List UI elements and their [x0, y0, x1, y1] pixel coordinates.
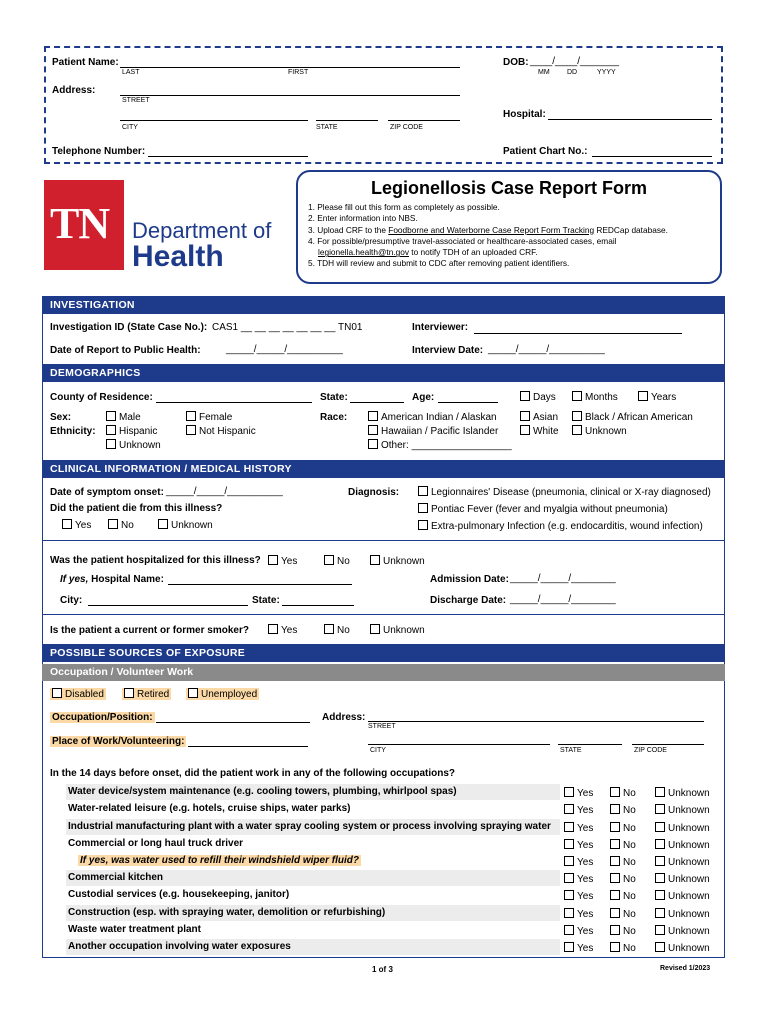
option-label: Yes: [281, 556, 298, 567]
option-label: No: [337, 556, 350, 567]
option-label: Yes: [577, 857, 594, 868]
occupation-no-option[interactable]: [610, 787, 636, 799]
if-yes-text: If yes,: [60, 574, 89, 585]
checkbox[interactable]: [655, 942, 665, 952]
instruction-5: 5. TDH will review and submit to CDC after removing patient identifiers.: [308, 258, 570, 269]
smoker-yes-option[interactable]: [268, 624, 297, 636]
option-label: Disabled: [65, 689, 104, 700]
occupation-row-label: Water-related leisure (e.g. hotels, cruise ships, water parks): [68, 803, 351, 814]
redcap-link[interactable]: Foodborne and Waterborne Case Report Form Tracking: [388, 224, 595, 235]
age-days-option[interactable]: [520, 391, 556, 403]
occupation-unknown-option[interactable]: [655, 804, 710, 816]
option-label: Unknown: [668, 909, 710, 920]
state-field-demo[interactable]: [350, 402, 404, 403]
smoker-unknown-option[interactable]: [370, 624, 425, 636]
race-label: Race:: [320, 412, 348, 423]
occupation-yes-option[interactable]: [564, 839, 593, 851]
option-label: Unknown: [668, 943, 710, 954]
state-label: State:: [320, 392, 348, 403]
option-label: Extra-pulmonary Infection (e.g. endocarditis, wound infection): [431, 521, 703, 532]
diagnosis-legionnaires-option[interactable]: [418, 486, 711, 498]
mm-caption: MM: [538, 69, 550, 76]
section-exposure: POSSIBLE SOURCES OF EXPOSURE: [42, 644, 725, 662]
checkbox[interactable]: [106, 425, 116, 435]
work-state-caption: STATE: [560, 747, 582, 754]
race-black-option[interactable]: [572, 411, 693, 423]
option-label: Pontiac Fever (fever and myalgia without pneumonia): [431, 504, 668, 515]
subsection-occupation: Occupation / Volunteer Work: [42, 664, 725, 681]
status-unemployed-option[interactable]: [186, 688, 259, 700]
occupation-row-label: Construction (esp. with spraying water, demolition or refurbishing): [68, 907, 386, 918]
option-label: Yes: [577, 823, 594, 834]
form-title: Legionellosis Case Report Form: [370, 178, 648, 198]
race-white-option[interactable]: [520, 425, 559, 437]
section-investigation: INVESTIGATION: [42, 296, 725, 314]
work-city-field[interactable]: [368, 744, 550, 745]
city-caption: CITY: [122, 124, 138, 131]
option-label: No: [337, 625, 350, 636]
option-label: No: [623, 909, 636, 920]
checkbox[interactable]: [564, 839, 574, 849]
instruction-3a: 3. Upload CRF to the: [308, 224, 389, 235]
option-label: No: [623, 805, 636, 816]
diagnosis-pontiac-option[interactable]: [418, 503, 668, 515]
occupation-row-label: Commercial kitchen: [68, 872, 164, 883]
page-number: 1 of 3: [372, 965, 393, 974]
checkbox[interactable]: [418, 486, 428, 496]
occupation-no-option[interactable]: [610, 804, 636, 816]
option-label: Unknown: [668, 840, 710, 851]
form-title-box: [296, 170, 722, 284]
report-date-field[interactable]: _____/_____/__________: [226, 344, 343, 355]
occupation-no-option[interactable]: [610, 890, 636, 902]
section-clinical: CLINICAL INFORMATION / MEDICAL HISTORY: [42, 460, 725, 478]
workplace-field[interactable]: [188, 746, 308, 747]
option-label: Yes: [577, 874, 594, 885]
chart-no-label: Patient Chart No.:: [503, 146, 588, 157]
work-street-field[interactable]: [368, 721, 704, 722]
option-label: Days: [533, 392, 556, 403]
race-hawaiian-option[interactable]: [368, 425, 498, 437]
status-disabled-option[interactable]: [50, 688, 106, 700]
instruction-4-cont: [308, 247, 668, 258]
revised-date: Revised 1/2023: [660, 965, 711, 972]
occupation-unknown-option[interactable]: [655, 908, 710, 920]
last-caption: LAST: [122, 69, 140, 76]
age-field[interactable]: [438, 402, 498, 403]
occupation-unknown-option[interactable]: [655, 925, 710, 937]
checkbox[interactable]: [655, 873, 665, 883]
occupation-no-option[interactable]: [610, 839, 636, 851]
county-label: County of Residence:: [50, 392, 153, 403]
instruction-3: [308, 225, 668, 236]
instruction-4: 4. For possible/presumptive travel-associated or healthcare-associated cases, email: [308, 235, 617, 246]
discharge-date-field[interactable]: _____/_____/________: [510, 594, 616, 605]
divider: [42, 614, 725, 615]
checkbox[interactable]: [655, 908, 665, 918]
occupation-row-label: Waste water treatment plant: [68, 924, 201, 935]
investigation-id-label: Investigation ID (State Case No.):: [50, 322, 208, 333]
logo-department-of: Department of: [132, 218, 272, 243]
option-label: Unknown: [668, 874, 710, 885]
occupation-row-label: Industrial manufacturing plant with a water spray cooling system or process involving spraying water: [68, 821, 551, 832]
checkbox[interactable]: [564, 856, 574, 866]
option-label: Yes: [577, 840, 594, 851]
checkbox[interactable]: [655, 804, 665, 814]
occupation-unknown-option[interactable]: [655, 856, 710, 868]
checkbox[interactable]: [106, 411, 116, 421]
occupation-no-option[interactable]: [610, 942, 636, 954]
option-label: Yes: [577, 943, 594, 954]
checkbox[interactable]: [572, 425, 582, 435]
race-american-indian-option[interactable]: [368, 411, 497, 423]
occupation-unknown-option[interactable]: [655, 890, 710, 902]
instruction-1: 1. Please fill out this form as completely as possible.: [308, 202, 500, 212]
option-label: No: [623, 788, 636, 799]
checkbox[interactable]: [520, 425, 530, 435]
occupation-row-label: Water device/system maintenance (e.g. cooling towers, plumbing, whirlpool spas): [68, 786, 457, 797]
checkbox[interactable]: [108, 519, 118, 529]
report-date-label: Date of Report to Public Health:: [50, 345, 201, 356]
checkbox[interactable]: [572, 391, 582, 401]
checkbox[interactable]: [124, 688, 134, 698]
work-zip-field[interactable]: [632, 744, 704, 745]
option-label: Unknown: [383, 556, 425, 567]
option-label: White: [533, 426, 559, 437]
checkbox[interactable]: [564, 787, 574, 797]
chart-no-field[interactable]: [592, 156, 712, 157]
work-city-caption: CITY: [370, 747, 386, 754]
option-label: Yes: [577, 891, 594, 902]
checkbox[interactable]: [655, 856, 665, 866]
option-label: No: [623, 891, 636, 902]
race-asian-option[interactable]: [520, 411, 558, 423]
checkbox[interactable]: [610, 873, 620, 883]
age-years-option[interactable]: [638, 391, 676, 403]
option-label: No: [623, 926, 636, 937]
email-link[interactable]: legionella.health@tn.gov: [318, 247, 409, 258]
occupation-yes-option[interactable]: [564, 787, 593, 799]
occupation-unknown-option[interactable]: [655, 942, 710, 954]
died-unknown-option[interactable]: [158, 519, 213, 531]
occupation-no-option[interactable]: [610, 856, 636, 868]
work-zip-caption: ZIP CODE: [634, 747, 667, 754]
died-no-option[interactable]: [108, 519, 134, 531]
checkbox[interactable]: [368, 439, 378, 449]
checkbox[interactable]: [418, 503, 428, 513]
ethnicity-hispanic-option[interactable]: [106, 425, 157, 437]
option-label: Female: [199, 412, 233, 423]
telephone-label: Telephone Number:: [52, 146, 146, 157]
sex-male-option[interactable]: [106, 411, 141, 423]
dob-label: DOB:: [503, 57, 529, 68]
option-label: Unknown: [585, 426, 627, 437]
occupation-unknown-option[interactable]: [655, 873, 710, 885]
hospitalized-label: Was the patient hospitalized for this illness?: [50, 555, 261, 566]
occupation-no-option[interactable]: [610, 822, 636, 834]
died-label: Did the patient die from this illness?: [50, 503, 223, 514]
logo-health: Health: [132, 240, 224, 273]
occupation-label: Occupation/Position:: [52, 712, 153, 723]
option-label: Hawaiian / Pacific Islander: [381, 426, 499, 437]
occupation-unknown-option[interactable]: [655, 822, 710, 834]
died-yes-option[interactable]: [62, 519, 91, 531]
checkbox[interactable]: [610, 925, 620, 935]
tn-logo-text: TN: [50, 199, 110, 248]
checkbox[interactable]: [564, 925, 574, 935]
instruction-2: 2. Enter information into NBS.: [308, 213, 418, 224]
onset-label: Date of symptom onset:: [50, 487, 164, 498]
street-field[interactable]: [120, 95, 460, 96]
option-label: Yes: [75, 520, 92, 531]
first-caption: FIRST: [288, 69, 309, 76]
hospital-field[interactable]: [548, 119, 712, 120]
option-label: Not Hispanic: [199, 426, 256, 437]
occupation-yes-option[interactable]: [564, 908, 593, 920]
checkbox[interactable]: [610, 822, 620, 832]
occupation-row-label: Commercial or long haul truck driver: [68, 838, 244, 849]
checkbox[interactable]: [188, 688, 198, 698]
hospital-city-field[interactable]: [88, 605, 248, 606]
work-state-field[interactable]: [558, 744, 622, 745]
option-label: Male: [119, 412, 141, 423]
checkbox[interactable]: [655, 890, 665, 900]
interview-date-label: Interview Date:: [412, 345, 484, 356]
option-label: Other: __________________: [381, 440, 512, 451]
city-field[interactable]: [120, 120, 308, 121]
checkbox[interactable]: [186, 425, 196, 435]
onset-date-field[interactable]: _____/_____/__________: [166, 486, 283, 497]
dd-caption: DD: [567, 69, 578, 76]
checkbox[interactable]: [370, 555, 380, 565]
checkbox[interactable]: [324, 555, 334, 565]
sex-label: Sex:: [50, 412, 72, 423]
occupation-yes-option[interactable]: [564, 822, 593, 834]
work-street-caption: STREET: [368, 723, 396, 730]
status-retired-option[interactable]: [122, 688, 171, 700]
option-label: Yes: [577, 926, 594, 937]
diagnosis-label: Diagnosis:: [348, 487, 400, 498]
checkbox[interactable]: [158, 519, 168, 529]
yyyy-caption: YYYY: [597, 69, 616, 76]
admission-date-field[interactable]: _____/_____/________: [510, 573, 616, 584]
checkbox[interactable]: [564, 873, 574, 883]
option-label: Months: [585, 392, 618, 403]
option-label: Legionnaires' Disease (pneumonia, clinical or X-ray diagnosed): [431, 487, 711, 498]
state-caption: STATE: [316, 124, 338, 131]
option-label: Unknown: [668, 805, 710, 816]
sex-female-option[interactable]: [186, 411, 232, 423]
occupation-no-option[interactable]: [610, 873, 636, 885]
street-caption: STREET: [122, 97, 150, 104]
instruction-4b: to notify TDH of an uploaded CRF.: [409, 247, 538, 258]
checkbox[interactable]: [638, 391, 648, 401]
checkbox[interactable]: [564, 822, 574, 832]
checkbox[interactable]: [655, 822, 665, 832]
workplace-label: Place of Work/Volunteering:: [52, 736, 185, 747]
admission-label: Admission Date:: [430, 574, 509, 585]
checkbox[interactable]: [564, 804, 574, 814]
occupation-question: In the 14 days before onset, did the patient work in any of the following occupations?: [50, 768, 456, 779]
checkbox[interactable]: [564, 942, 574, 952]
occupation-unknown-option[interactable]: [655, 839, 710, 851]
occupation-unknown-option[interactable]: [655, 787, 710, 799]
checkbox[interactable]: [52, 688, 62, 698]
checkbox[interactable]: [564, 908, 574, 918]
option-label: Unknown: [119, 440, 161, 451]
checkbox[interactable]: [368, 425, 378, 435]
ethnicity-label: Ethnicity:: [50, 426, 96, 437]
option-label: Yes: [577, 909, 594, 920]
address-label: Address:: [52, 85, 96, 96]
checkbox[interactable]: [106, 439, 116, 449]
diagnosis-extrapulmonary-option[interactable]: [418, 520, 703, 532]
ethnicity-not-hispanic-option[interactable]: [186, 425, 256, 437]
patient-info-box: [44, 46, 723, 164]
checkbox[interactable]: [655, 839, 665, 849]
option-label: No: [623, 857, 636, 868]
investigation-id-field[interactable]: CAS1 __ __ __ __ __ __ __ TN01: [212, 322, 363, 333]
checkbox[interactable]: [610, 942, 620, 952]
option-label: Hispanic: [119, 426, 158, 437]
option-label: No: [623, 943, 636, 954]
dob-field[interactable]: ____/____/_______: [530, 56, 619, 67]
option-label: No: [121, 520, 134, 531]
option-label: Unknown: [171, 520, 213, 531]
occupation-yes-option[interactable]: [564, 873, 593, 885]
checkbox[interactable]: [655, 925, 665, 935]
option-label: Retired: [137, 689, 170, 700]
county-field[interactable]: [156, 402, 312, 403]
age-months-option[interactable]: [572, 391, 618, 403]
checkbox[interactable]: [368, 411, 378, 421]
interview-date-field[interactable]: _____/_____/__________: [488, 344, 605, 355]
option-label: Unknown: [668, 857, 710, 868]
interviewer-label: Interviewer:: [412, 322, 469, 333]
option-label: Yes: [577, 805, 594, 816]
hospitalized-unknown-option[interactable]: [370, 555, 425, 567]
age-label: Age:: [412, 392, 435, 403]
checkbox[interactable]: [610, 787, 620, 797]
zip-field[interactable]: [388, 120, 460, 121]
checkbox[interactable]: [520, 391, 530, 401]
checkbox[interactable]: [610, 839, 620, 849]
option-label: Unknown: [383, 625, 425, 636]
option-label: No: [623, 840, 636, 851]
occupation-field[interactable]: [156, 722, 310, 723]
instruction-3b: REDCap database.: [594, 224, 668, 235]
hospital-name-text: Hospital Name:: [88, 574, 164, 585]
checkbox[interactable]: [610, 890, 620, 900]
checkbox[interactable]: [520, 411, 530, 421]
option-label: No: [623, 823, 636, 834]
hospital-state-field[interactable]: [282, 605, 354, 606]
divider: [42, 540, 725, 541]
checkbox[interactable]: [655, 787, 665, 797]
occupation-yes-option[interactable]: [564, 925, 593, 937]
checkbox[interactable]: [564, 890, 574, 900]
option-label: Unknown: [668, 788, 710, 799]
checkbox[interactable]: [268, 624, 278, 634]
occupation-no-option[interactable]: [610, 908, 636, 920]
tn-logo: [44, 180, 124, 270]
occupation-row-label: Another occupation involving water exposures: [68, 941, 291, 952]
checkbox[interactable]: [610, 804, 620, 814]
ethnicity-unknown-option[interactable]: [106, 439, 161, 451]
race-unknown-option[interactable]: [572, 425, 627, 437]
interviewer-field[interactable]: [474, 333, 682, 334]
checkbox[interactable]: [268, 555, 278, 565]
hospital-city-label: City:: [60, 595, 83, 606]
work-address-label: Address:: [322, 712, 366, 723]
option-label: Years: [651, 392, 677, 403]
occupation-yes-option[interactable]: [564, 804, 593, 816]
option-label: Unemployed: [201, 689, 258, 700]
option-label: Unknown: [668, 823, 710, 834]
occupation-yes-option[interactable]: [564, 890, 593, 902]
option-label: Yes: [577, 788, 594, 799]
option-label: Unknown: [668, 891, 710, 902]
checkbox[interactable]: [370, 624, 380, 634]
hospital-name-label: [60, 574, 164, 585]
checkbox[interactable]: [324, 624, 334, 634]
hospital-name-field[interactable]: [168, 584, 352, 585]
zip-caption: ZIP CODE: [390, 124, 423, 131]
option-label: Black / African American: [585, 412, 693, 423]
checkbox[interactable]: [62, 519, 72, 529]
occupation-row-label: If yes, was water used to refill their windshield wiper fluid?: [80, 855, 359, 866]
telephone-field[interactable]: [148, 156, 308, 157]
state-field[interactable]: [316, 120, 378, 121]
smoker-no-option[interactable]: [324, 624, 350, 636]
section-demographics: DEMOGRAPHICS: [42, 364, 725, 382]
discharge-label: Discharge Date:: [430, 595, 507, 606]
checkbox[interactable]: [610, 856, 620, 866]
smoker-label: Is the patient a current or former smoker?: [50, 625, 249, 636]
patient-name-label: Patient Name:: [52, 57, 119, 68]
checkbox[interactable]: [418, 520, 428, 530]
option-label: Asian: [533, 412, 559, 423]
option-label: American Indian / Alaskan: [381, 412, 497, 423]
option-label: Yes: [281, 625, 298, 636]
instructions: [308, 202, 668, 270]
checkbox[interactable]: [572, 411, 582, 421]
checkbox[interactable]: [186, 411, 196, 421]
occupation-no-option[interactable]: [610, 925, 636, 937]
occupation-yes-option[interactable]: [564, 942, 593, 954]
hospital-label: Hospital:: [503, 109, 546, 120]
checkbox[interactable]: [610, 908, 620, 918]
hospitalized-no-option[interactable]: [324, 555, 350, 567]
patient-name-field[interactable]: [120, 67, 460, 68]
option-label: No: [623, 874, 636, 885]
hospital-state-label: State:: [252, 595, 280, 606]
hospitalized-yes-option[interactable]: [268, 555, 297, 567]
option-label: Unknown: [668, 926, 710, 937]
race-other-option[interactable]: [368, 439, 512, 451]
occupation-yes-option[interactable]: [564, 856, 593, 868]
occupation-row-label: Custodial services (e.g. housekeeping, janitor): [68, 889, 290, 900]
